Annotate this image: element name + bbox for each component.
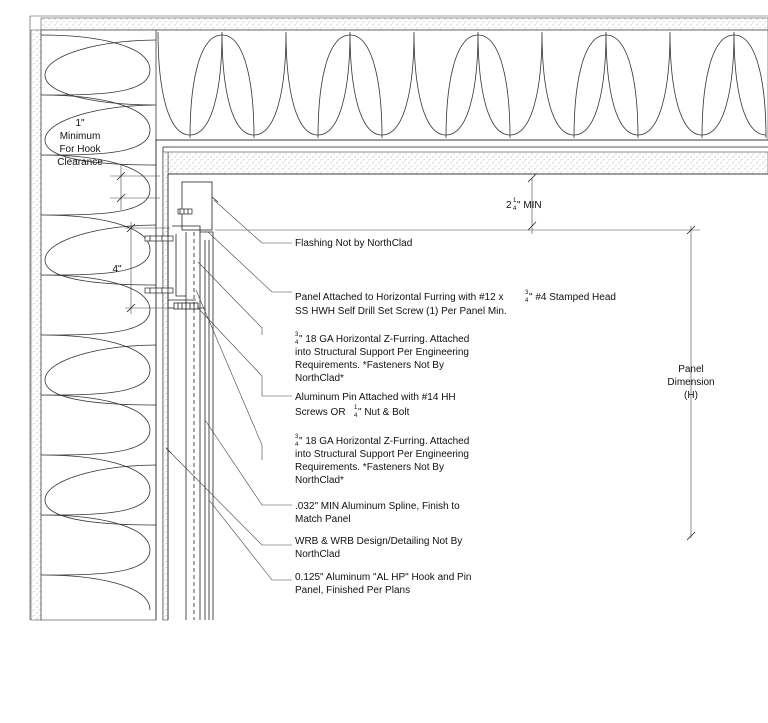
left-sheathing	[31, 30, 41, 620]
fasteners	[145, 209, 198, 309]
min-gap-whole: 2	[506, 200, 512, 211]
callout-zfurring-top-line-3: Requirements. *Fasteners Not By	[295, 360, 444, 371]
callout-spline-line-2: Match Panel	[295, 514, 351, 525]
screw-upper	[178, 209, 192, 214]
callout-panel-attached	[295, 290, 616, 317]
callout-pin-line-1: Aluminum Pin Attached with #14 HH	[295, 392, 456, 403]
callout-panel-attached-frac-num: 3	[525, 290, 529, 296]
callout-spline-line-1: .032" MIN Aluminum Spline, Finish to	[295, 501, 460, 512]
hook-clearance-line-4: Clearance	[57, 157, 103, 168]
top-insulation	[156, 30, 768, 140]
hook-clearance-line-1: 1"	[75, 118, 85, 129]
callout-zfurring-top-frac-den: 4	[295, 340, 299, 346]
callout-zfurring-top-line-2: into Structural Support Per Engineering	[295, 347, 469, 358]
callout-zfurring-top-frac-num: 3	[295, 332, 299, 338]
callout-zfurring-bottom-line-3: Requirements. *Fasteners Not By	[295, 462, 444, 473]
callout-panel-attached-line-2: SS HWH Self Drill Set Screw (1) Per Panel Min.	[295, 306, 507, 317]
leader-lines	[166, 197, 292, 580]
callout-panel-line-1: 0.125" Aluminum "AL HP" Hook and Pin	[295, 572, 472, 583]
min-gap-label	[506, 198, 542, 212]
min-gap-dimension	[215, 174, 700, 234]
panel-dimension-line-3: (H)	[684, 390, 698, 401]
callout-zfurring-bottom	[295, 434, 469, 486]
screw-middle	[145, 236, 173, 241]
callout-pin	[295, 392, 456, 419]
callout-pin-line-2b: " Nut & Bolt	[358, 407, 410, 418]
hook-clearance-line-3: For Hook	[59, 144, 101, 155]
flashing-and-furring	[168, 226, 213, 308]
callout-zfurring-top-line-1: " 18 GA Horizontal Z-Furring. Attached	[299, 334, 470, 345]
panel-spacing-label: 4"	[112, 264, 122, 275]
callout-pin-frac-den: 4	[354, 413, 358, 419]
callout-flashing: Flashing Not by NorthClad	[295, 238, 413, 249]
left-insulation	[41, 30, 156, 620]
callout-zfurring-bottom-line-1: " 18 GA Horizontal Z-Furring. Attached	[299, 436, 470, 447]
hook-clearance-dimension	[110, 165, 160, 210]
callout-panel-attached-frac-den: 4	[525, 298, 529, 304]
min-gap-suffix: " MIN	[517, 200, 542, 211]
soffit-trim	[182, 182, 212, 230]
callout-pin-frac-num: 1	[354, 405, 358, 411]
callout-zfurring-bottom-frac-num: 3	[295, 434, 299, 440]
callout-zfurring-bottom-line-2: into Structural Support Per Engineering	[295, 449, 469, 460]
callout-spline	[295, 501, 460, 525]
callout-panel-attached-line-1a: Panel Attached to Horizontal Furring with #12 x	[295, 292, 504, 303]
callout-zfurring-top-line-4: NorthClad*	[295, 373, 344, 384]
drawing-frame	[30, 16, 768, 620]
min-gap-frac-den: 4	[513, 206, 517, 212]
callout-pin-line-2a: Screws OR	[295, 407, 346, 418]
callout-panel	[295, 572, 471, 596]
screw-lower	[145, 288, 173, 293]
callout-zfurring-bottom-line-4: NorthClad*	[295, 475, 344, 486]
panel-dimension-line-2: Dimension	[667, 377, 715, 388]
callout-wrb-line-2: NorthClad	[295, 549, 341, 560]
callout-panel-line-2: Panel, Finished Per Plans	[295, 585, 411, 596]
callout-zfurring-top	[295, 332, 469, 384]
callout-panel-attached-line-1b: " #4 Stamped Head	[529, 292, 616, 303]
top-sheathing	[41, 18, 768, 30]
callout-wrb	[295, 536, 462, 560]
hook-clearance-line-2: Minimum	[59, 131, 101, 142]
callout-wrb-line-1: WRB & WRB Design/Detailing Not By	[295, 536, 463, 547]
panel-dimension-line-1: Panel	[678, 364, 704, 375]
min-gap-frac-num: 1	[513, 198, 517, 204]
panel-dimension-label	[667, 364, 714, 401]
hook-clearance-label	[57, 118, 103, 168]
callout-zfurring-bottom-frac-den: 4	[295, 442, 299, 448]
